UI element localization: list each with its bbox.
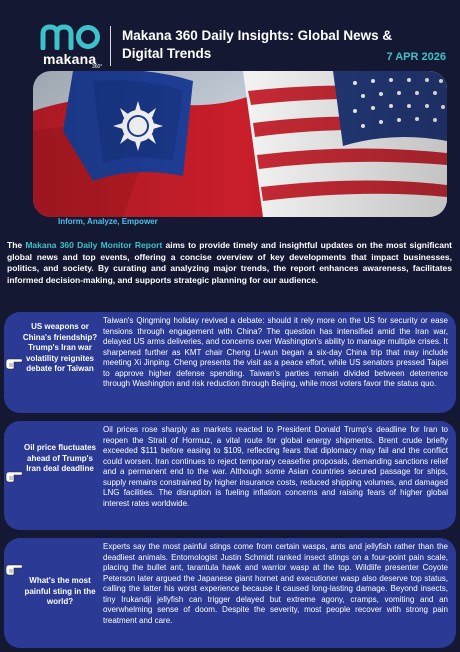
intro-text: aims to provide timely and insightful updates on the most significant global news and top events, offering a concise overview of key developments that impact businesses, politics, and society. By curating and analyzing major trends, the report enhances awareness, facilitates informed decision-making, and supports strategic planning for our audience. — [7, 240, 452, 285]
pointing-hand-icon — [5, 469, 23, 483]
news-card-stings — [4, 538, 456, 648]
card-body: Oil prices rose sharply as markets reacted to President Donald Trump's deadline for Iran to reopen the Strait of Hormuz, a vital route for global energy shipments. Brent crude briefly exceeded $111 before easing to $109, reflecting fears that diplomacy may fail and the conflict could worsen. Iran continues to reject temporary ceasefire proposals, demanding sanctions relief and a permanent end to the war. Although some Asian countries secured passage for ships, supply remains constrained by higher insurance costs, reduced shipping volumes, and damaged LNG facilities. The disruption is fueling inflation concerns and raising fears of higher global interest rates worldwide. — [103, 425, 448, 508]
intro-paragraph — [7, 240, 452, 286]
news-card-oil — [4, 421, 456, 530]
issue-date: 7 APR 2026 — [386, 51, 446, 63]
page-title: Makana 360 Daily Insights: Global News & Digital Trends — [122, 28, 393, 61]
news-card-taiwan — [4, 312, 456, 413]
card-body: Taiwan's Qingming holiday revived a debate: should it rely more on the US for security or ease tensions through engagement with China? The question has intensified amid the Iran war, delayed US arms deliveries, and concerns over Washington's ability to manage multiple crises. It sharpened further as KMT chair Cheng Li-wun began a six-day China trip that may include meeting Xi Jinping. Cheng presents the visit as a peace effort, while US senators pressed Taipei to approve higher defense spending. Taiwan's parties remain divided between deterrence through Washington and risk reduction through Beijing, while most voters favor the status quo. — [103, 316, 448, 388]
intro-lead: The — [7, 240, 26, 250]
mo-logo-mark-icon — [40, 24, 104, 50]
card-headline: Oil price fluctuates ahead of Trump's Iran deal deadline — [23, 443, 97, 473]
pointing-hand-icon — [5, 562, 23, 576]
hero-flags-image — [33, 71, 447, 217]
card-headline: What's the most painful sting in the world? — [24, 576, 96, 606]
card-headline: US weapons or China's friendship? Trump's Iran war volatility reignites debate for Taiwan — [22, 322, 98, 373]
brand-wordmark: makana — [43, 51, 97, 67]
taiwan-us-flags-photo — [33, 71, 447, 217]
pointing-hand-icon — [5, 356, 23, 370]
header — [0, 0, 460, 70]
report-name: Makana 360 Daily Monitor Report — [25, 240, 163, 250]
tagline: Inform, Analyze, Empower — [58, 217, 158, 226]
card-body: Experts say the most painful stings come from certain wasps, ants and jellyfish rather than the deadliest animals. Entomologist Justin Schmidt ranked insect stings on a four-point pain scale, placing the bullet ant, tarantula hawk and warrior wasp at the top. Wildlife presenter Coyote Peterson later argued the Japanese giant hornet and executioner wasp also deserve top status, calling the latter his worst experience because it caused long-lasting damage. Beyond insects, tiny Irukandji jellyfish can trigger delayed but extreme agony, cramps, vomiting and an overwhelming sense of doom. Despite the severity, most people recover with strong pain treatment and care. — [103, 542, 448, 625]
makana-logo — [40, 24, 104, 68]
brand-sub: 360° — [92, 64, 103, 70]
header-divider — [110, 26, 111, 66]
